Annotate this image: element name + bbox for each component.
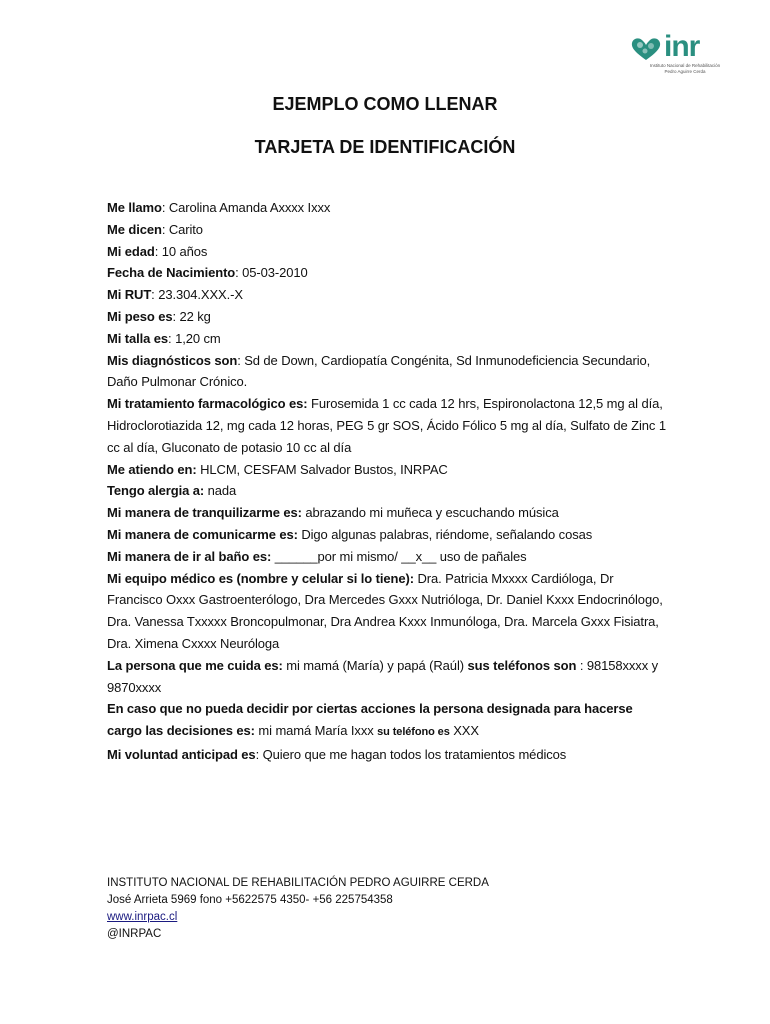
field-equipo <box>107 568 667 655</box>
field-apodo <box>107 219 667 241</box>
logo-subtitle-line2: Pedro Aguirre Cerda <box>664 69 706 74</box>
field-value: : 05-03-2010 <box>235 265 308 281</box>
field-label: Mi manera de ir al baño es: <box>107 548 272 564</box>
field-label: En caso que no pueda decidir por ciertas acciones la persona designada para hacerse cargo las decisiones es: <box>107 701 633 739</box>
field-value: : 22 kg <box>172 308 211 324</box>
field-atiendo <box>107 459 667 481</box>
field-value: : 23.304.XXX.-X <box>151 287 243 303</box>
field-edad <box>107 241 667 263</box>
field-value: mi mamá (María) y papá (Raúl) <box>282 657 468 673</box>
field-label: Mis diagnósticos son <box>107 352 238 368</box>
field-value: HLCM, CESFAM Salvador Bustos, INRPAC <box>196 461 448 477</box>
field-decidir <box>107 698 667 744</box>
field-value: : Carolina Amanda Axxxx Ixxx <box>161 200 331 215</box>
field-label: su teléfono es <box>377 726 450 739</box>
page-subtitle: TARJETA DE IDENTIFICACIÓN <box>254 137 516 157</box>
field-label: Mi tratamiento farmacológico es: <box>107 396 308 412</box>
logo-subtitle <box>630 63 740 75</box>
logo-subtitle-line1: Instituto Nacional de Rehabilitación <box>649 63 721 68</box>
field-label: Me atiendo en: <box>107 461 197 477</box>
field-comunicarme <box>107 524 667 546</box>
field-talla <box>107 328 667 350</box>
field-value: : 10 años <box>154 243 208 259</box>
footer-institution: INSTITUTO NACIONAL DE REHABILITACIÓN PEDRO AGUIRRE CERDA <box>107 877 489 889</box>
field-label: Mi voluntad anticipad es <box>107 746 256 762</box>
field-label: Me dicen <box>107 221 162 237</box>
field-value: : 1,20 cm <box>168 330 221 346</box>
field-label: sus teléfonos son <box>467 657 577 673</box>
field-label: Mi equipo médico es (nombre y celular si lo tiene): <box>107 570 414 586</box>
field-value: nada <box>204 483 237 499</box>
field-tranquilizarme <box>107 502 667 524</box>
field-value: Digo algunas palabras, riéndome, señalando cosas <box>297 526 593 542</box>
field-peso <box>107 306 667 328</box>
footer-website-link[interactable]: www.inrpac.cl <box>107 911 178 923</box>
field-value: : Quiero que me hagan todos los tratamientos médicos <box>255 746 567 762</box>
footer-social: @INRPAC <box>107 928 162 940</box>
field-tratamiento <box>107 393 667 458</box>
field-label: Me llamo <box>107 200 162 215</box>
field-value: mi mamá María Ixxx <box>254 723 378 739</box>
field-label: Mi talla es <box>107 330 169 346</box>
field-nacimiento <box>107 262 667 284</box>
logo-text: inr <box>664 30 700 63</box>
field-value: Furosemida 1 cc cada 12 hrs, Espironolactona 12,5 mg al día, Hidroclorotiazida 12, mg cada 12 horas, PEG 5 gr SOS, Ácido Fólico 5 mg al día, Sulfato de Zinc 1 cc al día, Gluconato de potasio 10 cc al día <box>107 396 666 455</box>
field-value: XXX <box>449 723 479 739</box>
field-voluntad <box>107 744 667 766</box>
field-value: : Sd de Down, Cardiopatía Congénita, Sd Inmunodeficiencia Secundario, Daño Pulmonar Crónico. <box>107 352 651 390</box>
field-alergia <box>107 480 667 502</box>
field-diagnosticos <box>107 350 667 394</box>
inr-logo <box>630 30 740 76</box>
field-label: Mi edad <box>107 243 155 259</box>
field-value: abrazando mi muñeca y escuchando música <box>301 505 559 521</box>
field-label: Mi manera de tranquilizarme es: <box>107 505 302 521</box>
field-label: Fecha de Nacimiento <box>107 265 236 281</box>
field-value: : 98158xxxx y 9870xxxx <box>107 657 659 695</box>
field-label: Mi manera de comunicarme es: <box>107 526 298 542</box>
inr-logo-mark-icon <box>630 36 662 62</box>
field-label: Mi peso es <box>107 308 173 324</box>
field-cuida <box>107 655 667 699</box>
field-value: ______por mi mismo/ __x__ uso de pañales <box>271 548 527 564</box>
field-nombre <box>107 197 667 219</box>
field-label: Tengo alergia a: <box>107 483 205 499</box>
identification-fields <box>107 197 667 766</box>
field-value: Dra. Patricia Mxxxx Cardióloga, Dr Francisco Oxxx Gastroenterólogo, Dra Mercedes Gxxx Nutrióloga, Dr. Daniel Kxxx Endocrinólogo, Dra. Vanessa Txxxxx Broncopulmonar, Dra Andrea Kxxx Inmunóloga, Dra. Marcela Gxxx Fisiatra, Dra. Ximena Cxxxx Neuróloga <box>107 570 663 651</box>
field-bano <box>107 546 667 568</box>
page-title: EJEMPLO COMO LLENAR <box>272 94 498 114</box>
field-value: : Carito <box>161 221 203 237</box>
footer <box>107 875 489 943</box>
field-rut <box>107 284 667 306</box>
field-label: Mi RUT <box>107 287 152 303</box>
field-label: La persona que me cuida es: <box>107 657 283 673</box>
footer-address: José Arrieta 5969 fono +5622575 4350- +56 225754358 <box>107 894 393 906</box>
